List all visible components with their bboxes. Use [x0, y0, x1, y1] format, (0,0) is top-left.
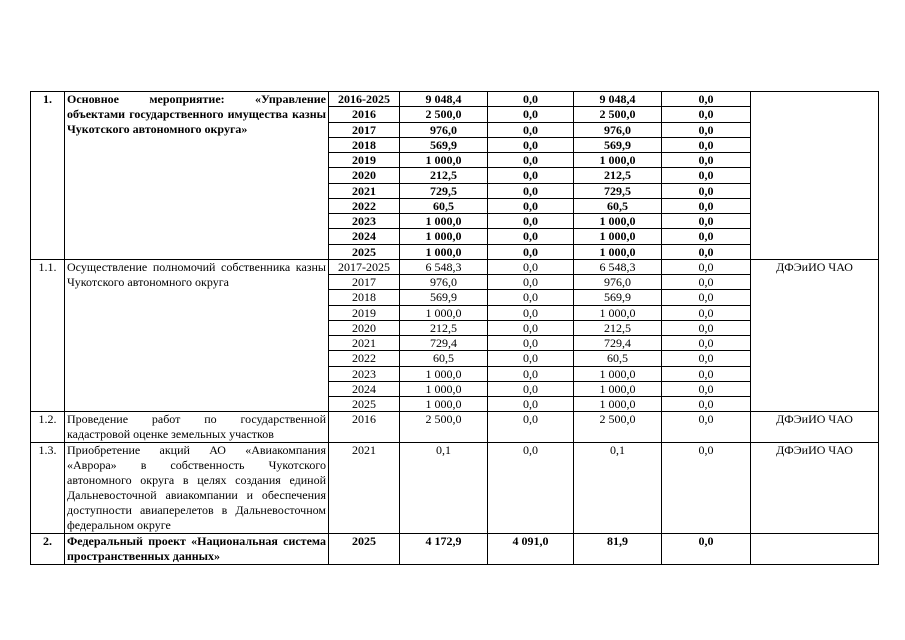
period-cell: 2021 — [329, 443, 400, 534]
federal-budget-cell: 0,0 — [488, 381, 574, 396]
total-cell: 1 000,0 — [400, 153, 488, 168]
other-sources-cell: 0,0 — [662, 320, 751, 335]
federal-budget-cell: 0,0 — [488, 229, 574, 244]
regional-budget-cell: 729,4 — [574, 336, 662, 351]
other-sources-cell: 0,0 — [662, 366, 751, 381]
total-cell: 212,5 — [400, 168, 488, 183]
period-cell: 2021 — [329, 183, 400, 198]
section-number: 2. — [31, 534, 65, 565]
period-cell: 2021 — [329, 336, 400, 351]
period-cell: 2022 — [329, 351, 400, 366]
period-cell: 2020 — [329, 320, 400, 335]
section-title: Проведение работ по государственной кадастровой оценке земельных участков — [65, 412, 329, 443]
responsible-executor: ДФЭиИО ЧАО — [751, 412, 879, 443]
federal-budget-cell: 0,0 — [488, 275, 574, 290]
period-cell: 2023 — [329, 366, 400, 381]
period-cell: 2017 — [329, 122, 400, 137]
total-cell: 1 000,0 — [400, 397, 488, 412]
regional-budget-cell: 1 000,0 — [574, 153, 662, 168]
total-cell: 729,4 — [400, 336, 488, 351]
other-sources-cell: 0,0 — [662, 168, 751, 183]
period-cell: 2018 — [329, 137, 400, 152]
period-cell: 2025 — [329, 397, 400, 412]
other-sources-cell: 0,0 — [662, 183, 751, 198]
total-cell: 1 000,0 — [400, 229, 488, 244]
regional-budget-cell: 976,0 — [574, 275, 662, 290]
federal-budget-cell: 0,0 — [488, 92, 574, 107]
other-sources-cell: 0,0 — [662, 534, 751, 565]
federal-budget-cell: 0,0 — [488, 351, 574, 366]
total-cell: 569,9 — [400, 290, 488, 305]
regional-budget-cell: 729,5 — [574, 183, 662, 198]
federal-budget-cell: 0,0 — [488, 290, 574, 305]
table-row — [31, 412, 879, 443]
other-sources-cell: 0,0 — [662, 153, 751, 168]
responsible-executor: ДФЭиИО ЧАО — [751, 443, 879, 534]
other-sources-cell: 0,0 — [662, 412, 751, 443]
federal-budget-cell: 0,0 — [488, 397, 574, 412]
regional-budget-cell: 1 000,0 — [574, 366, 662, 381]
regional-budget-cell: 1 000,0 — [574, 214, 662, 229]
regional-budget-cell: 1 000,0 — [574, 397, 662, 412]
section-number: 1.3. — [31, 443, 65, 534]
total-cell: 1 000,0 — [400, 366, 488, 381]
other-sources-cell: 0,0 — [662, 122, 751, 137]
federal-budget-cell: 0,0 — [488, 305, 574, 320]
regional-budget-cell: 212,5 — [574, 320, 662, 335]
federal-budget-cell: 0,0 — [488, 122, 574, 137]
total-cell: 2 500,0 — [400, 412, 488, 443]
period-cell: 2024 — [329, 381, 400, 396]
budget-table — [30, 91, 879, 565]
other-sources-cell: 0,0 — [662, 381, 751, 396]
federal-budget-cell: 0,0 — [488, 137, 574, 152]
federal-budget-cell: 0,0 — [488, 168, 574, 183]
table-row — [31, 259, 879, 274]
section-number: 1.1. — [31, 259, 65, 412]
section-title: Приобретение акций АО «Авиакомпания «Аврора» в собственность Чукотского автономного округа в целях создания единой Дальневосточной авиакомпании и обеспечения доступности авиаперелетов в Дальневосточном федеральном округе — [65, 443, 329, 534]
regional-budget-cell: 1 000,0 — [574, 381, 662, 396]
responsible-executor — [751, 534, 879, 565]
period-cell: 2023 — [329, 214, 400, 229]
regional-budget-cell: 976,0 — [574, 122, 662, 137]
other-sources-cell: 0,0 — [662, 443, 751, 534]
period-cell: 2020 — [329, 168, 400, 183]
federal-budget-cell: 0,0 — [488, 320, 574, 335]
period-cell: 2022 — [329, 198, 400, 213]
federal-budget-cell: 0,0 — [488, 336, 574, 351]
federal-budget-cell: 0,0 — [488, 412, 574, 443]
total-cell: 729,5 — [400, 183, 488, 198]
responsible-executor — [751, 92, 879, 260]
total-cell: 9 048,4 — [400, 92, 488, 107]
regional-budget-cell: 81,9 — [574, 534, 662, 565]
period-cell: 2017-2025 — [329, 259, 400, 274]
other-sources-cell: 0,0 — [662, 214, 751, 229]
regional-budget-cell: 60,5 — [574, 351, 662, 366]
regional-budget-cell: 1 000,0 — [574, 229, 662, 244]
total-cell: 1 000,0 — [400, 305, 488, 320]
federal-budget-cell: 0,0 — [488, 366, 574, 381]
other-sources-cell: 0,0 — [662, 244, 751, 259]
period-cell: 2016-2025 — [329, 92, 400, 107]
regional-budget-cell: 1 000,0 — [574, 305, 662, 320]
other-sources-cell: 0,0 — [662, 198, 751, 213]
period-cell: 2025 — [329, 244, 400, 259]
regional-budget-cell: 212,5 — [574, 168, 662, 183]
section-number: 1.2. — [31, 412, 65, 443]
federal-budget-cell: 0,0 — [488, 443, 574, 534]
regional-budget-cell: 2 500,0 — [574, 412, 662, 443]
other-sources-cell: 0,0 — [662, 351, 751, 366]
federal-budget-cell: 0,0 — [488, 259, 574, 274]
total-cell: 212,5 — [400, 320, 488, 335]
federal-budget-cell: 0,0 — [488, 183, 574, 198]
total-cell: 1 000,0 — [400, 244, 488, 259]
period-cell: 2025 — [329, 534, 400, 565]
other-sources-cell: 0,0 — [662, 290, 751, 305]
regional-budget-cell: 0,1 — [574, 443, 662, 534]
federal-budget-cell: 0,0 — [488, 153, 574, 168]
section-number: 1. — [31, 92, 65, 260]
section-title: Осуществление полномочий собственника казны Чукотского автономного округа — [65, 259, 329, 412]
period-cell: 2017 — [329, 275, 400, 290]
period-cell: 2016 — [329, 412, 400, 443]
other-sources-cell: 0,0 — [662, 137, 751, 152]
total-cell: 976,0 — [400, 275, 488, 290]
total-cell: 60,5 — [400, 351, 488, 366]
regional-budget-cell: 60,5 — [574, 198, 662, 213]
responsible-executor: ДФЭиИО ЧАО — [751, 259, 879, 412]
total-cell: 1 000,0 — [400, 381, 488, 396]
federal-budget-cell: 4 091,0 — [488, 534, 574, 565]
regional-budget-cell: 6 548,3 — [574, 259, 662, 274]
federal-budget-cell: 0,0 — [488, 198, 574, 213]
regional-budget-cell: 2 500,0 — [574, 107, 662, 122]
total-cell: 0,1 — [400, 443, 488, 534]
other-sources-cell: 0,0 — [662, 92, 751, 107]
table-row — [31, 534, 879, 565]
other-sources-cell: 0,0 — [662, 397, 751, 412]
regional-budget-cell: 569,9 — [574, 137, 662, 152]
total-cell: 976,0 — [400, 122, 488, 137]
other-sources-cell: 0,0 — [662, 305, 751, 320]
other-sources-cell: 0,0 — [662, 229, 751, 244]
total-cell: 2 500,0 — [400, 107, 488, 122]
other-sources-cell: 0,0 — [662, 336, 751, 351]
other-sources-cell: 0,0 — [662, 259, 751, 274]
regional-budget-cell: 1 000,0 — [574, 244, 662, 259]
total-cell: 60,5 — [400, 198, 488, 213]
regional-budget-cell: 569,9 — [574, 290, 662, 305]
federal-budget-cell: 0,0 — [488, 214, 574, 229]
table-body — [31, 92, 879, 565]
regional-budget-cell: 9 048,4 — [574, 92, 662, 107]
section-title: Основное мероприятие: «Управление объектами государственного имущества казны Чукотского автономного округа» — [65, 92, 329, 260]
section-title: Федеральный проект «Национальная система пространственных данных» — [65, 534, 329, 565]
federal-budget-cell: 0,0 — [488, 107, 574, 122]
total-cell: 4 172,9 — [400, 534, 488, 565]
total-cell: 6 548,3 — [400, 259, 488, 274]
total-cell: 569,9 — [400, 137, 488, 152]
period-cell: 2019 — [329, 305, 400, 320]
other-sources-cell: 0,0 — [662, 275, 751, 290]
total-cell: 1 000,0 — [400, 214, 488, 229]
other-sources-cell: 0,0 — [662, 107, 751, 122]
federal-budget-cell: 0,0 — [488, 244, 574, 259]
period-cell: 2024 — [329, 229, 400, 244]
period-cell: 2018 — [329, 290, 400, 305]
period-cell: 2016 — [329, 107, 400, 122]
period-cell: 2019 — [329, 153, 400, 168]
table-row — [31, 92, 879, 107]
